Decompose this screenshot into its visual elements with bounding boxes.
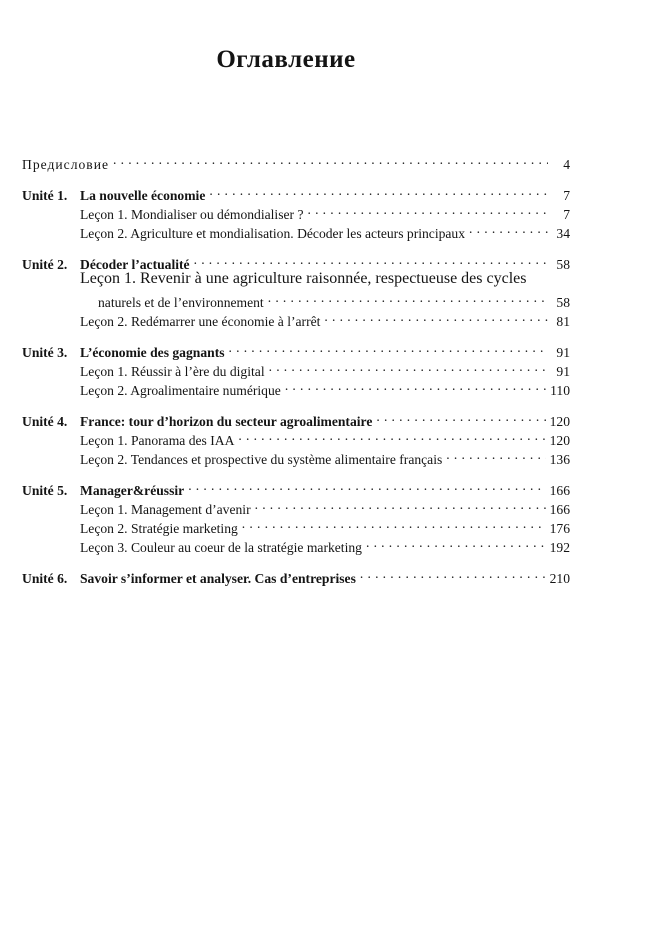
toc-page-number: 110 xyxy=(550,383,570,398)
dot-leader xyxy=(209,181,548,200)
toc-page-number: 136 xyxy=(549,452,570,467)
toc-page-number: 166 xyxy=(549,483,570,498)
lesson-title: Leçon 1. Revenir à une agriculture raisonnée, respectueuse des cycles xyxy=(80,270,527,287)
toc-page-number: 166 xyxy=(549,502,570,517)
dot-leader xyxy=(307,200,548,219)
dot-leader xyxy=(446,445,545,464)
toc-page-number: 4 xyxy=(563,157,570,172)
toc-unit-4[interactable] xyxy=(22,407,570,429)
dot-leader xyxy=(255,495,546,514)
lesson-title: Leçon 3. Couleur au coeur de la stratégie marketing xyxy=(80,540,362,555)
lesson-title: Leçon 1. Management d’avenir xyxy=(80,502,251,517)
toc-page-number: 81 xyxy=(556,314,570,329)
toc-page-number: 192 xyxy=(549,540,570,555)
toc-unit-5[interactable] xyxy=(22,476,570,498)
unit-label: Unité 2. xyxy=(22,257,68,272)
toc-lesson-2-1[interactable] xyxy=(22,269,570,310)
toc-page-number: 120 xyxy=(549,414,570,429)
dot-leader xyxy=(269,357,548,376)
dot-leader xyxy=(229,338,548,357)
unit-label: Unité 1. xyxy=(22,188,68,203)
dot-leader xyxy=(268,288,548,307)
unit-title: Manager&réussir xyxy=(80,483,185,498)
toc-page-number: 91 xyxy=(556,364,570,379)
lesson-title: Leçon 1. Réussir à l’ère du digital xyxy=(80,364,265,379)
dot-leader xyxy=(324,307,548,326)
unit-label: Unité 4. xyxy=(22,414,68,429)
lesson-title: Leçon 2. Agriculture et mondialisation. Décoder les acteurs principaux xyxy=(80,226,466,241)
toc-page-number: 58 xyxy=(556,257,570,272)
toc-page-number: 210 xyxy=(549,571,570,586)
unit-title: L’économie des gagnants xyxy=(80,345,225,360)
lesson-title: Leçon 1. Mondialiser ou démondialiser ? xyxy=(80,207,304,222)
lesson-title: Leçon 2. Agroalimentaire numérique xyxy=(80,383,281,398)
unit-title: Décoder l’actualité xyxy=(80,257,190,272)
page-title: Оглавление xyxy=(216,46,356,73)
toc-unit-3[interactable] xyxy=(22,338,570,360)
lesson-title: Leçon 2. Stratégie marketing xyxy=(80,521,238,536)
unit-title: France: tour d’horizon du secteur agroalimentaire xyxy=(80,414,373,429)
toc-unit-2[interactable] xyxy=(22,250,570,272)
dot-leader xyxy=(194,250,548,269)
toc-entry-title: Предисловие xyxy=(22,157,110,172)
dot-leader xyxy=(366,533,546,552)
toc-page-number: 34 xyxy=(556,226,570,241)
toc-entry-preface[interactable] xyxy=(22,150,570,172)
dot-leader xyxy=(376,407,545,426)
unit-label: Unité 3. xyxy=(22,345,68,360)
toc-page-number: 58 xyxy=(556,295,570,310)
lesson-title: Leçon 2. Redémarrer une économie à l’arrêt xyxy=(80,314,321,329)
dot-leader xyxy=(188,476,545,495)
toc-page-number: 7 xyxy=(563,207,570,222)
dot-leader xyxy=(285,376,546,395)
unit-label: Unité 6. xyxy=(22,571,68,586)
lesson-title: Leçon 1. Panorama des IAA xyxy=(80,433,235,448)
toc-page-number: 120 xyxy=(549,433,570,448)
dot-leader xyxy=(469,219,548,238)
unit-title: Savoir s’informer et analyser. Cas d’entreprises xyxy=(80,571,356,586)
toc-page-number: 7 xyxy=(563,188,570,203)
dot-leader xyxy=(113,150,548,169)
lesson-title-continued: naturels et de l’environnement xyxy=(98,295,264,310)
toc-page-number: 176 xyxy=(549,521,570,536)
unit-title: La nouvelle économie xyxy=(80,188,206,203)
dot-leader xyxy=(238,426,545,445)
lesson-title: Leçon 2. Tendances et prospective du système alimentaire français xyxy=(80,452,443,467)
toc-unit-6[interactable] xyxy=(22,564,570,586)
dot-leader xyxy=(360,564,546,583)
toc-unit-1[interactable] xyxy=(22,181,570,203)
unit-label: Unité 5. xyxy=(22,483,68,498)
dot-leader xyxy=(242,514,546,533)
toc-page-number: 91 xyxy=(556,345,570,360)
table-of-contents xyxy=(22,150,570,586)
